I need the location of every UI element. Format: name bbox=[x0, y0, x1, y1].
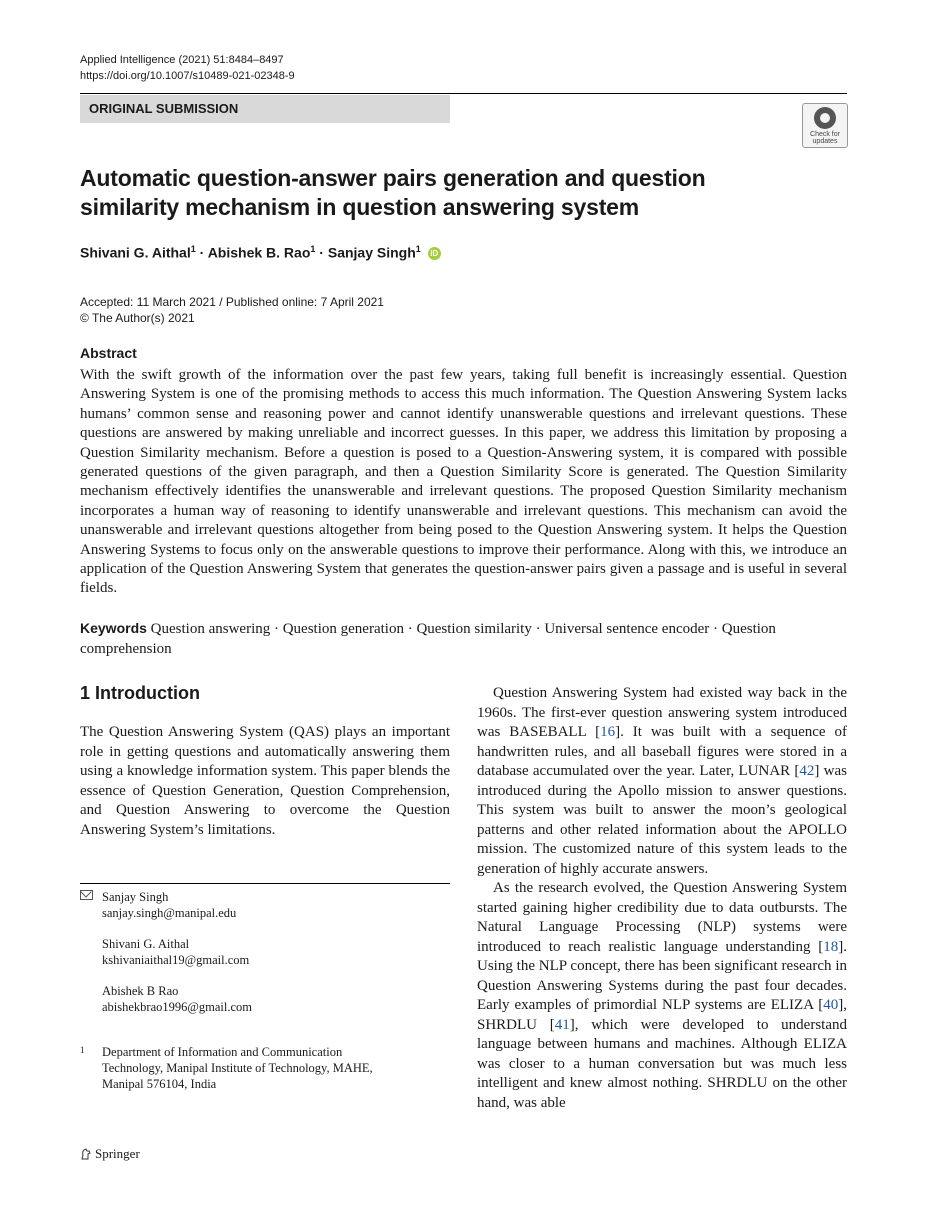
journal-citation: Applied Intelligence (2021) 51:8484–8497 bbox=[80, 54, 284, 66]
correspondent-email[interactable]: sanjay.singh@manipal.edu bbox=[102, 906, 237, 920]
intro-paragraph: Question Answering System had existed way back in the 1960s. The first-ever question answering system introduced was BASEBALL [16]. It was built with a sequence of handwritten rules, and all baseball figures were stored in a database accumulated over the year. Later, LUNAR [42] was introduced during the Apollo mission to answer questions. This system was built to answer the moon’s geological patterns and other related information about the APOLLO mission. The customized nature of this system leads to the generation of highly accurate answers. bbox=[477, 685, 847, 877]
correspondent-email[interactable]: abishekbrao1996@gmail.com bbox=[102, 1000, 253, 1014]
author-affiliation-mark: 1 bbox=[310, 244, 316, 254]
author-name[interactable]: Sanjay Singh bbox=[327, 244, 416, 261]
envelope-icon bbox=[80, 890, 93, 900]
citation-link[interactable]: 18 bbox=[823, 938, 839, 955]
section-heading-introduction: 1 Introduction bbox=[80, 683, 200, 703]
footnote-rule bbox=[80, 883, 450, 884]
correspondent-name: Sanjay Singh bbox=[102, 890, 169, 904]
correspondence-entry bbox=[102, 936, 249, 968]
springer-horse-icon bbox=[80, 1148, 92, 1160]
publisher-name: Springer bbox=[95, 1146, 140, 1161]
intro-left-paragraph: The Question Answering System (QAS) plays an important role in getting questions and automatically answering them using a knowledge information system. This paper blends the essence of Question Generation, Question Comprehension, and Question Answering to overcome the Question Answering System’s limitations. bbox=[80, 724, 450, 838]
abstract-text: With the swift growth of the information over the past few years, taking full benefit is increasingly essential. Question Answering System is one of the promising methods to access this much information. The Question Answering System lacks humans’ common sense and reasoning power and cannot identify unanswerable questions and irrelevant questions. These questions are answered by making unreliable and incorrect guesses. In this paper, we address this limitation by proposing a Question Similarity mechanism. Before a question is posed to a Question-Answering system, it is compared with possible generated questions of the given paragraph, and then a Question Similarity Score is generated. The Question Similarity mechanism effectively identifies the unanswerable and irrelevant questions. The proposed Question Similarity mechanism incorporates a human way of reasoning to identify unanswerable and irrelevant questions. This mechanism can avoid the unanswerable and irrelevant questions altogether from being posed to the Question Answering system. It helps the Question Answering Systems to focus only on the answerable questions to improve their performance. Along with this, we introduce an application of the Question Answering System that generates the question-answer pairs given a passage and is useful in several fields. bbox=[80, 367, 847, 597]
publisher-footer bbox=[80, 1146, 140, 1162]
correspondence-entry bbox=[102, 983, 252, 1015]
top-rule bbox=[80, 93, 847, 94]
article-type-banner bbox=[80, 95, 450, 123]
check-for-updates-badge[interactable] bbox=[802, 103, 848, 148]
doi-link[interactable]: https://doi.org/10.1007/s10489-021-02348-9 bbox=[80, 70, 295, 82]
accepted-published-line: Accepted: 11 March 2021 / Published online: 7 April 2021 bbox=[80, 295, 384, 309]
author-list bbox=[80, 244, 441, 261]
citation-link[interactable]: 42 bbox=[799, 763, 815, 779]
correspondent-email[interactable]: kshivaniaithal19@gmail.com bbox=[102, 953, 250, 967]
crossmark-icon bbox=[814, 107, 836, 129]
author-separator: · bbox=[199, 244, 205, 261]
author-affiliation-mark: 1 bbox=[415, 244, 421, 254]
author-separator: · bbox=[319, 244, 324, 261]
citation-link[interactable]: 16 bbox=[600, 724, 616, 740]
intro-paragraph: As the research evolved, the Question Answering System started gaining higher credibility due to data outbursts. The Natural Language Processing (NLP) systems were introduced to reach realistic language understanding [18]. Using the NLP concept, there has been significant research in Question Answering Systems during the past four decades. Early examples of primordial NLP systems are ELIZA [40], SHRDLU [41], which were developed to understand language between humans and machines. Although ELIZA was closer to a human conversation but was much less intelligent and knew almost nothing. SHRDLU on the other hand, was able bbox=[477, 880, 847, 1111]
keywords-label: Keywords bbox=[80, 620, 147, 636]
author-name[interactable]: Shivani G. Aithal bbox=[80, 244, 191, 261]
copyright-line: © The Author(s) 2021 bbox=[80, 311, 195, 325]
citation-link[interactable]: 40 bbox=[823, 997, 839, 1013]
journal-info bbox=[80, 52, 295, 84]
intro-right-column bbox=[477, 684, 847, 1113]
affiliation-text: Department of Information and Communication Technology, Manipal Institute of Technology, MAHE, Manipal 576104, India bbox=[102, 1045, 373, 1091]
keywords bbox=[80, 619, 847, 659]
orcid-icon[interactable]: iD bbox=[428, 247, 441, 260]
author-affiliation-mark: 1 bbox=[190, 244, 196, 254]
correspondence-entry bbox=[102, 889, 236, 921]
affiliation-number: 1 bbox=[80, 1045, 85, 1055]
article-type-label: ORIGINAL SUBMISSION bbox=[89, 101, 239, 116]
article-title: Automatic question-answer pairs generation and question similarity mechanism in question answering system bbox=[80, 165, 706, 220]
publication-dates bbox=[80, 294, 384, 326]
citation-link[interactable]: 41 bbox=[554, 1016, 570, 1033]
author-name[interactable]: Abishek B. Rao bbox=[207, 244, 311, 261]
keywords-text: Question answering · Question generation · Question similarity · Universal sentence encoder · Question comprehension bbox=[80, 621, 776, 657]
correspondent-name: Abishek B Rao bbox=[102, 984, 179, 998]
crossmark-label: Check for updates bbox=[810, 131, 840, 145]
abstract-heading: Abstract bbox=[80, 345, 137, 361]
correspondent-name: Shivani G. Aithal bbox=[102, 937, 190, 951]
